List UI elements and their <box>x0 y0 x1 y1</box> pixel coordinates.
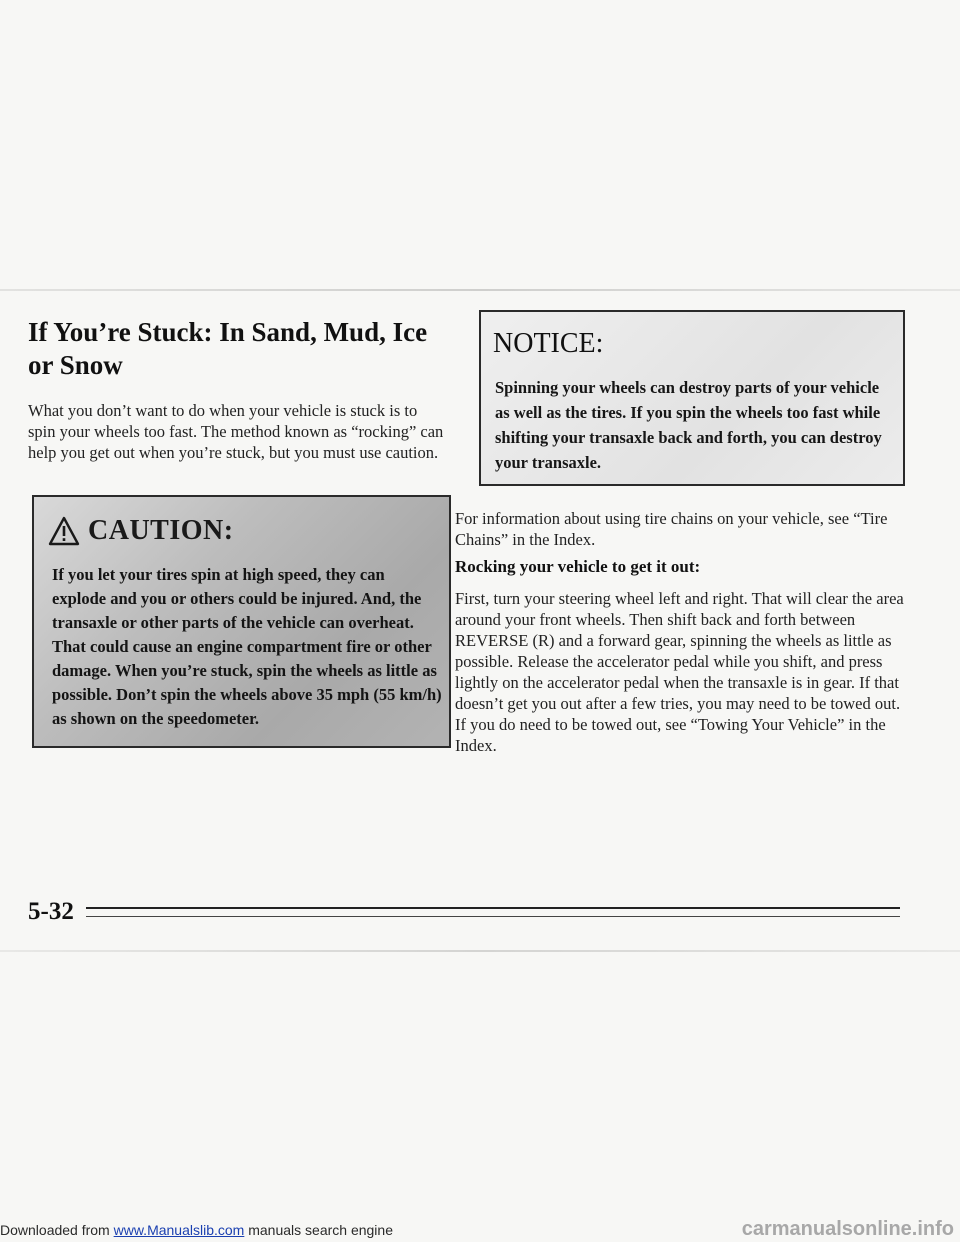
caution-header <box>48 511 234 551</box>
download-suffix: manuals search engine <box>248 1222 393 1238</box>
caution-box <box>32 495 451 748</box>
intro-paragraph: What you don’t want to do when your vehicle is stuck is to spin your wheels too fast. The method known as “rocking” can help you get out when you’re stuck, but you must use caution. <box>28 401 444 462</box>
top-divider <box>0 289 960 291</box>
manualslib-link[interactable]: www.Manualslib.com <box>113 1222 245 1238</box>
rocking-paragraph: First, turn your steering wheel left and right. That will clear the area around your front wheels. Then shift back and forth between REVERSE (R) and a forward gear, spinning the wheels as little as possible. Release the accelerator pedal while you shift, and press lightly on the accelerator pedal when the transaxle is in gear. If that doesn’t get you out after a few tries, you may need to be towed out. If you do need to be towed out, see “Towing Your Vehicle” in the Index. <box>455 589 904 755</box>
notice-text: Spinning your wheels can destroy parts of your vehicle as well as the tires. If you spin the wheels too fast while shifting your transaxle back and forth, you can destroy your transaxle. <box>495 378 882 472</box>
section-heading: If You’re Stuck: In Sand, Mud, Ice or Snow <box>28 317 428 380</box>
warning-triangle-icon <box>48 516 80 546</box>
rocking-heading: Rocking your vehicle to get it out: <box>455 557 701 576</box>
notice-title: NOTICE: <box>493 328 604 359</box>
page-number: 5-32 <box>28 898 74 925</box>
tire-chains-paragraph: For information about using tire chains on your vehicle, see “Tire Chains” in the Index. <box>455 509 888 549</box>
bottom-divider <box>0 950 960 952</box>
caution-text: If you let your tires spin at high speed, they can explode and you or others could be injured. And, the transaxle or other parts of the vehicle can overheat. That could cause an engine compartment fire or other damage. When you’re stuck, spin the wheels as little as possible. Don’t spin the wheels above 35 mph (55 km/h) as shown on the speedometer. <box>52 565 442 728</box>
footer-rule <box>86 907 900 917</box>
notice-box <box>479 310 905 486</box>
download-prefix: Downloaded from <box>0 1222 110 1238</box>
caution-title: CAUTION: <box>88 515 234 546</box>
watermark: carmanualsonline.info <box>741 1218 954 1240</box>
download-note <box>0 1222 393 1238</box>
